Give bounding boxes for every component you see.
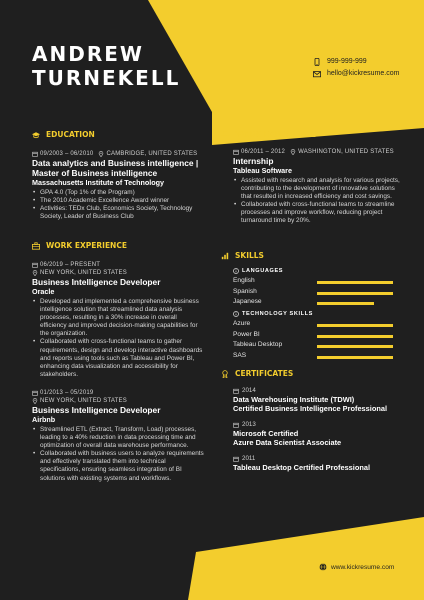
graduation-cap-icon [32, 131, 40, 139]
entry-dates: 09/2003 – 06/2010 [40, 151, 94, 157]
certificate-year [233, 455, 408, 463]
skill-level-bar [317, 302, 393, 305]
phone-icon [313, 58, 321, 66]
calendar-icon [233, 149, 239, 155]
work-entry-airbnb [32, 389, 204, 483]
entry-location: NEW YORK, UNITED STATES [40, 398, 127, 404]
entry-dates: 06/2011 – 2012 [241, 149, 286, 155]
education-entry [32, 150, 204, 221]
work-experience-heading-right [221, 130, 316, 139]
job-title: Internship [233, 156, 274, 166]
certificate-year [233, 421, 408, 429]
skill-group-name: LANGUAGES [242, 268, 284, 274]
skill-name: SAS [233, 351, 247, 359]
calendar-icon [32, 151, 38, 157]
job-title: Business Intelligence Developer [32, 277, 161, 287]
contact-email[interactable] [313, 68, 399, 80]
work-heading-text: WORK EXPERIENCE [235, 130, 316, 139]
skill-row [233, 297, 393, 308]
skill-level-bar [317, 292, 393, 295]
entry-dates: 06/2019 – PRESENT [40, 262, 101, 268]
entry-meta-location [32, 397, 204, 405]
skill-group-heading [233, 311, 393, 317]
briefcase-icon [221, 131, 229, 139]
candidate-name [32, 42, 180, 90]
list-item: • Collaborated with cross-functional teams to gather requirements, design and develop interactive dashboards and reports using tools such as Tableau and Power BI, enhancing data visualization and accessibility for stakeholders. [32, 338, 204, 378]
location-pin-icon [32, 270, 38, 276]
entry-meta [32, 261, 204, 269]
certificate-entry [233, 421, 408, 447]
skill-name: Azure [233, 320, 251, 327]
skill-row [233, 276, 393, 287]
skills-heading [221, 251, 264, 260]
work-heading-text: WORK EXPERIENCE [46, 241, 127, 250]
entry-bullets [32, 426, 204, 483]
entry-location: NEW YORK, UNITED STATES [40, 270, 127, 276]
work-entry-oracle [32, 261, 204, 379]
calendar-icon [233, 456, 239, 462]
website-link[interactable] [319, 563, 394, 571]
entry-bullets [32, 298, 204, 379]
skill-group-technology [233, 311, 393, 361]
list-item: • Collaborated with cross-functional teams to streamline processes and improve workflow, reducing project turnaround time by 20%. [233, 201, 403, 225]
job-title: Business Intelligence Developer [32, 405, 161, 415]
skill-group-heading [233, 268, 393, 274]
skill-level-bar [317, 281, 393, 284]
skill-name: Power BI [233, 330, 260, 338]
list-item: • The 2010 Academic Excellence Award winner [32, 197, 204, 205]
globe-icon [319, 563, 327, 571]
bars-icon [221, 252, 229, 260]
website-text: www.kickresume.com [331, 563, 395, 571]
contact-info [313, 56, 399, 80]
list-item: • Streamlined ETL (Extract, Transform, Load) processes, leading to a 40% reduction in data processing time and optimization of overall data warehouse performance. [32, 426, 204, 450]
skill-level-bar [317, 345, 393, 348]
ribbon-icon [221, 370, 229, 378]
info-circle-icon [233, 311, 239, 317]
email-text: hello@kickresume.com [327, 70, 400, 77]
certificate-detail: Azure Data Scientist Associate [233, 438, 342, 447]
certificates-heading [221, 369, 293, 378]
education-heading [32, 130, 95, 139]
skills-heading-text: SKILLS [235, 251, 264, 260]
calendar-icon [233, 422, 239, 428]
skill-name: Spanish [233, 287, 257, 295]
certificate-entry [233, 455, 408, 472]
entry-location: WASHINGTON, UNITED STATES [298, 149, 394, 155]
company-name: Airbnb [32, 415, 56, 424]
skill-group-languages [233, 268, 393, 308]
entry-bullets [233, 177, 403, 226]
certificate-year-text: 2014 [242, 387, 256, 394]
entry-meta [233, 148, 403, 156]
skill-row [233, 340, 393, 351]
certificate-name: Microsoft Certified [233, 429, 299, 438]
last-name: TURNEKELL [32, 66, 181, 90]
entry-meta [32, 389, 204, 397]
list-item: • Collaborated with business users to analyze requirements and effectively translated them into technical specifications, ensuring seamless integration of BI solutions with existing systems and workflows. [32, 450, 204, 482]
list-item: • Assisted with research and analysis for various projects, contributing to the development of innovative solutions that resulted in increased efficiency and cost savings. [233, 177, 403, 201]
calendar-icon [32, 262, 38, 268]
entry-bullets [32, 189, 204, 221]
work-experience-heading [32, 241, 127, 250]
first-name: ANDREW [32, 42, 144, 66]
certificate-name: Tableau Desktop Certified Professional [233, 463, 371, 472]
skill-name: Tableau Desktop [233, 341, 283, 348]
certificate-detail: Certified Business Intelligence Professional [233, 404, 388, 413]
skill-level-bar [317, 335, 393, 338]
skill-name: English [233, 277, 255, 284]
certificate-entry [233, 387, 408, 413]
skill-name: Japanese [233, 298, 262, 305]
skill-group-name: TECHNOLOGY SKILLS [242, 311, 314, 317]
skill-level-bar [317, 356, 393, 359]
company-name: Tableau Software [233, 166, 292, 175]
location-pin-icon [98, 151, 104, 157]
info-circle-icon [233, 268, 239, 274]
skill-row [233, 330, 393, 341]
entry-dates: 01/2013 – 05/2019 [40, 390, 94, 396]
envelope-icon [313, 70, 321, 78]
list-item: • Developed and implemented a comprehensive business intelligence solution that streamlined data analysis processes, resulting in a 30% increase in overall efficiency and improved decision-making capabilities for the organization. [32, 298, 204, 338]
skill-row [233, 319, 393, 330]
list-item: • Activities: TEDx Club, Economics Society, Technology Society, Leader of Business Club [32, 205, 204, 221]
entry-meta [32, 150, 204, 158]
briefcase-icon [32, 242, 40, 250]
skill-level-bar [317, 324, 393, 327]
certificate-year [233, 387, 408, 395]
institution-name: Massachusetts Institute of Technology [32, 178, 165, 187]
education-heading-text: EDUCATION [46, 130, 95, 139]
skill-row [233, 287, 393, 298]
entry-meta-location [32, 269, 204, 277]
location-pin-icon [32, 398, 38, 404]
degree-title: Data analytics and Business intelligence | Master of Business intelligence [32, 158, 199, 178]
calendar-icon [233, 388, 239, 394]
calendar-icon [32, 390, 38, 396]
skill-row [233, 351, 393, 362]
phone-text: 999-999-999 [327, 58, 367, 65]
company-name: Oracle [32, 287, 55, 296]
certificate-year-text: 2011 [242, 455, 256, 462]
location-pin-icon [290, 149, 296, 155]
work-entry-tableau [233, 148, 403, 226]
certificate-year-text: 2013 [242, 421, 256, 428]
list-item: • GPA 4.0 (Top 1% of the Program) [32, 189, 204, 197]
certificates-heading-text: CERTIFICATES [235, 369, 294, 378]
contact-phone[interactable] [313, 56, 399, 68]
certificate-name: Data Warehousing Institute (TDWI) [233, 395, 355, 404]
entry-location: CAMBRIDGE, UNITED STATES [106, 151, 198, 157]
